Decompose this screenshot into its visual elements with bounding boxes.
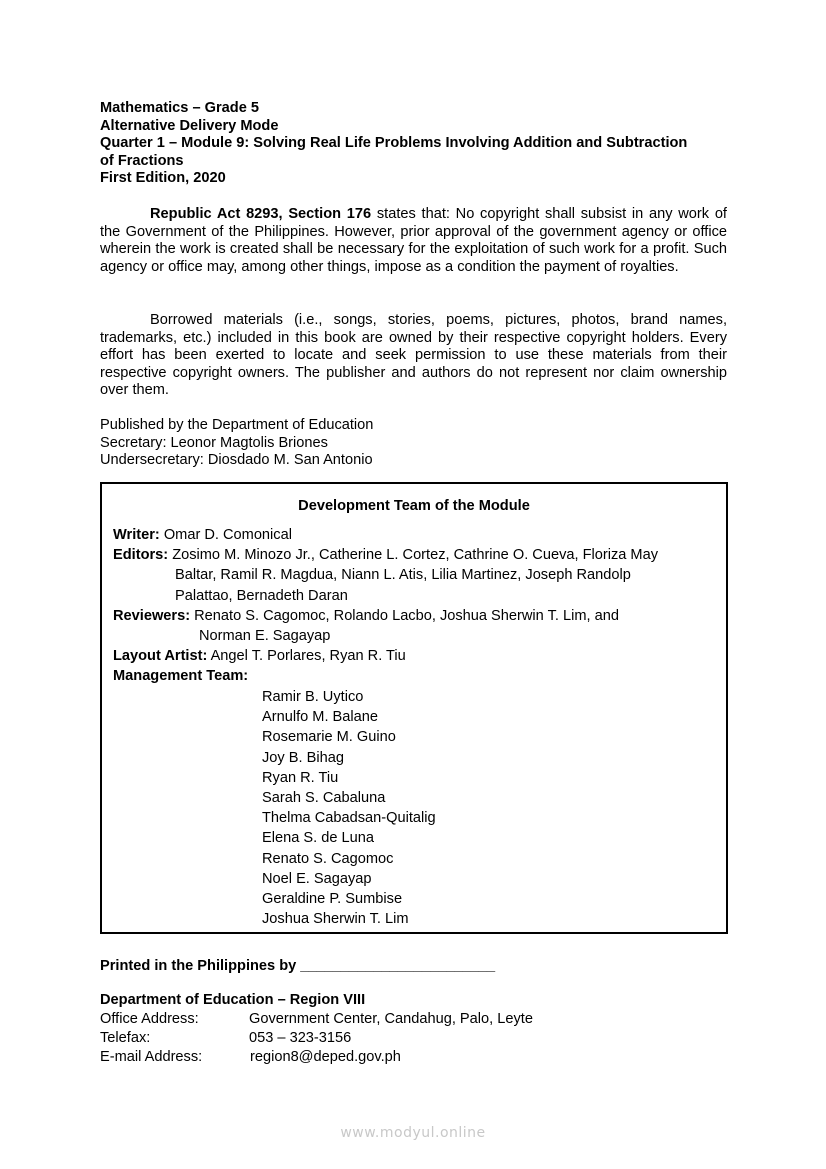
reviewers-row — [113, 606, 619, 626]
editors-line1: Zosimo M. Minozo Jr., Catherine L. Cortez, Cathrine O. Cueva, Floriza May — [168, 547, 659, 563]
contact-row-email — [100, 1048, 727, 1067]
management-team-label: Management Team: — [113, 668, 249, 684]
law-reference: Republic Act 8293, Section 176 — [150, 206, 372, 222]
layout-artist-row — [113, 646, 406, 666]
undersecretary: Undersecretary: Diosdado M. San Antonio — [100, 452, 373, 469]
address-value: Government Center, Candahug, Palo, Leyte — [249, 1010, 533, 1027]
reviewers-line1: Renato S. Cagomoc, Rolando Lacbo, Joshua Sherwin T. Lim, and — [190, 608, 619, 624]
secretary: Secretary: Leonor Magtolis Briones — [100, 434, 328, 451]
management-member: Thelma Cabadsan-Quitalig — [262, 810, 436, 827]
development-team-box — [100, 482, 728, 934]
document-header — [100, 100, 727, 188]
contact-row-address — [100, 1010, 727, 1029]
management-member: Joshua Sherwin T. Lim — [262, 911, 409, 928]
reviewers-label: Reviewers: — [113, 608, 191, 624]
management-member: Sarah S. Cabaluna — [262, 790, 386, 807]
email-label: E-mail Address: — [100, 1048, 203, 1065]
editors-row — [113, 545, 658, 565]
writer-label: Writer: — [113, 527, 160, 543]
telefax-value: 053 – 323-3156 — [249, 1029, 352, 1046]
management-member: Arnulfo M. Balane — [262, 709, 379, 726]
watermark: www.modyul.online — [340, 1125, 486, 1141]
layout-artist-label: Layout Artist: — [113, 648, 208, 664]
contact-info — [100, 992, 727, 1067]
office-name: Department of Education – Region VIII — [100, 992, 366, 1008]
writer-row — [113, 525, 292, 545]
management-member: Elena S. de Luna — [262, 830, 374, 847]
management-member: Rosemarie M. Guino — [262, 729, 396, 746]
module-title-line1: Quarter 1 – Module 9: Solving Real Life Problems Involving Addition and Subtraction — [100, 135, 688, 152]
editors-line2: Baltar, Ramil R. Magdua, Niann L. Atis, Lilia Martinez, Joseph Randolp — [175, 567, 631, 583]
writer-name: Omar D. Comonical — [159, 527, 292, 543]
published-by: Published by the Department of Education — [100, 417, 374, 433]
publisher-info — [100, 417, 727, 470]
editors-line3: Palattao, Bernadeth Daran — [175, 588, 348, 604]
printed-by: Printed in the Philippines by ________________________ — [100, 958, 496, 974]
email-value: region8@deped.gov.ph — [250, 1048, 401, 1065]
management-member: Renato S. Cagomoc — [262, 850, 394, 867]
layout-artist-names: Angel T. Porlares, Ryan R. Tiu — [207, 648, 406, 664]
subject-title: Mathematics – Grade 5 — [100, 100, 259, 116]
management-member: Joy B. Bihag — [262, 749, 344, 766]
borrowed-materials-paragraph: Borrowed materials (i.e., songs, stories, poems, pictures, photos, brand names, trademarks, etc.) included in this book are owned by their respective copyright holders. Every effort has been exerted to locate and seek permission to use these materials from their respective copyright owners. The publisher and authors do not represent nor claim ownership over them. — [100, 312, 727, 399]
delivery-mode: Alternative Delivery Mode — [100, 117, 279, 134]
contact-row-telefax — [100, 1029, 727, 1048]
law-text: states that: No copyright shall subsist in any work of the Government of the Philippines. However, prior approval of the government agency or office wherein the work is created shall be necessary for the exploitation of such work for a profit. Such agency or office may, among other things, impose as a condition the payment of royalties. — [100, 206, 727, 275]
telefax-label: Telefax: — [100, 1029, 151, 1046]
editors-label: Editors: — [113, 547, 169, 563]
reviewers-line2: Norman E. Sagayap — [199, 628, 331, 644]
address-label: Office Address: — [100, 1010, 199, 1027]
management-member: Noel E. Sagayap — [262, 870, 372, 887]
management-member: Ryan R. Tiu — [262, 769, 339, 786]
management-member: Ramir B. Uytico — [262, 689, 364, 705]
edition: First Edition, 2020 — [100, 170, 226, 187]
module-title-line2: of Fractions — [100, 152, 184, 169]
management-team-list — [262, 687, 436, 929]
team-box-title: Development Team of the Module — [298, 498, 530, 514]
copyright-paragraph — [100, 206, 727, 276]
management-member: Geraldine P. Sumbise — [262, 891, 403, 908]
